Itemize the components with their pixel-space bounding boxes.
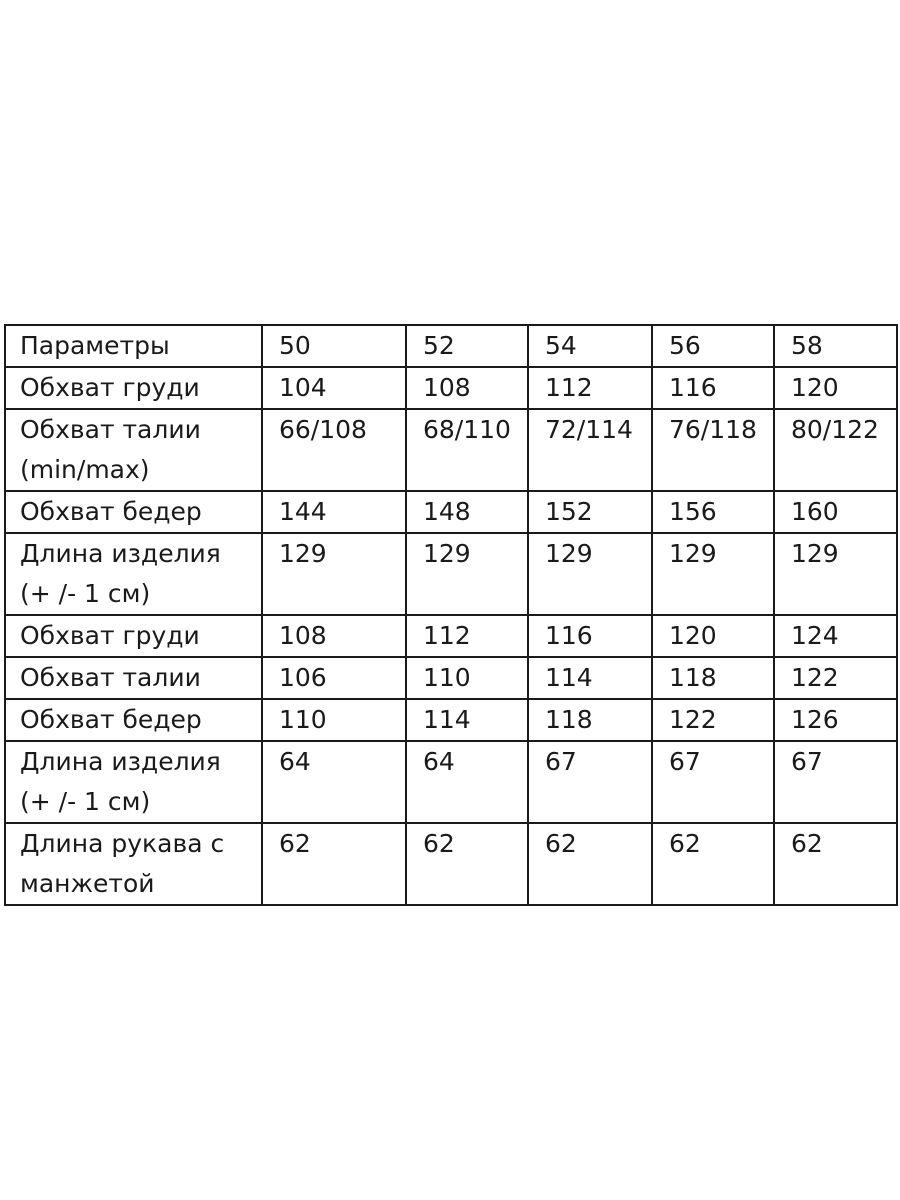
value-cell: 112 — [406, 615, 528, 657]
value-cell: 64 — [406, 741, 528, 823]
row-label-cell: Обхват бедер — [5, 699, 262, 741]
value-cell: 118 — [652, 657, 774, 699]
value-cell: 67 — [652, 741, 774, 823]
value-cell: 106 — [262, 657, 406, 699]
value-cell: 156 — [652, 491, 774, 533]
header-label-cell: Параметры — [5, 325, 262, 367]
header-size-cell: 52 — [406, 325, 528, 367]
table-row — [5, 491, 897, 533]
header-size-cell: 54 — [528, 325, 652, 367]
value-cell: 62 — [406, 823, 528, 905]
value-cell: 122 — [774, 657, 897, 699]
row-label-cell: Длина изделия (+ /- 1 см) — [5, 741, 262, 823]
value-cell: 68/110 — [406, 409, 528, 491]
table-row — [5, 367, 897, 409]
table-row — [5, 615, 897, 657]
row-label-cell: Обхват бедер — [5, 491, 262, 533]
value-cell: 114 — [528, 657, 652, 699]
value-cell: 126 — [774, 699, 897, 741]
table-row — [5, 741, 897, 823]
value-cell: 112 — [528, 367, 652, 409]
value-cell: 129 — [406, 533, 528, 615]
value-cell: 129 — [652, 533, 774, 615]
value-cell: 110 — [406, 657, 528, 699]
header-size-cell: 58 — [774, 325, 897, 367]
table-row — [5, 823, 897, 905]
table-header-row — [5, 325, 897, 367]
table-row — [5, 533, 897, 615]
value-cell: 120 — [774, 367, 897, 409]
value-cell: 67 — [774, 741, 897, 823]
value-cell: 62 — [652, 823, 774, 905]
value-cell: 104 — [262, 367, 406, 409]
value-cell: 120 — [652, 615, 774, 657]
value-cell: 124 — [774, 615, 897, 657]
value-cell: 72/114 — [528, 409, 652, 491]
value-cell: 76/118 — [652, 409, 774, 491]
row-label-cell: Длина изделия (+ /- 1 см) — [5, 533, 262, 615]
value-cell: 108 — [406, 367, 528, 409]
value-cell: 118 — [528, 699, 652, 741]
value-cell: 129 — [528, 533, 652, 615]
row-label-cell: Обхват талии — [5, 657, 262, 699]
value-cell: 129 — [774, 533, 897, 615]
row-label-cell: Обхват груди — [5, 367, 262, 409]
value-cell: 62 — [774, 823, 897, 905]
value-cell: 152 — [528, 491, 652, 533]
value-cell: 62 — [528, 823, 652, 905]
header-size-cell: 50 — [262, 325, 406, 367]
value-cell: 122 — [652, 699, 774, 741]
value-cell: 110 — [262, 699, 406, 741]
value-cell: 160 — [774, 491, 897, 533]
value-cell: 116 — [652, 367, 774, 409]
value-cell: 108 — [262, 615, 406, 657]
value-cell: 80/122 — [774, 409, 897, 491]
value-cell: 144 — [262, 491, 406, 533]
row-label-cell: Обхват талии (min/max) — [5, 409, 262, 491]
size-table — [4, 324, 898, 906]
row-label-cell: Обхват груди — [5, 615, 262, 657]
header-size-cell: 56 — [652, 325, 774, 367]
value-cell: 64 — [262, 741, 406, 823]
value-cell: 62 — [262, 823, 406, 905]
value-cell: 129 — [262, 533, 406, 615]
row-label-cell: Длина рукава с манжетой — [5, 823, 262, 905]
value-cell: 148 — [406, 491, 528, 533]
value-cell: 114 — [406, 699, 528, 741]
table-row — [5, 657, 897, 699]
table-row — [5, 699, 897, 741]
value-cell: 116 — [528, 615, 652, 657]
table-row — [5, 409, 897, 491]
value-cell: 67 — [528, 741, 652, 823]
value-cell: 66/108 — [262, 409, 406, 491]
